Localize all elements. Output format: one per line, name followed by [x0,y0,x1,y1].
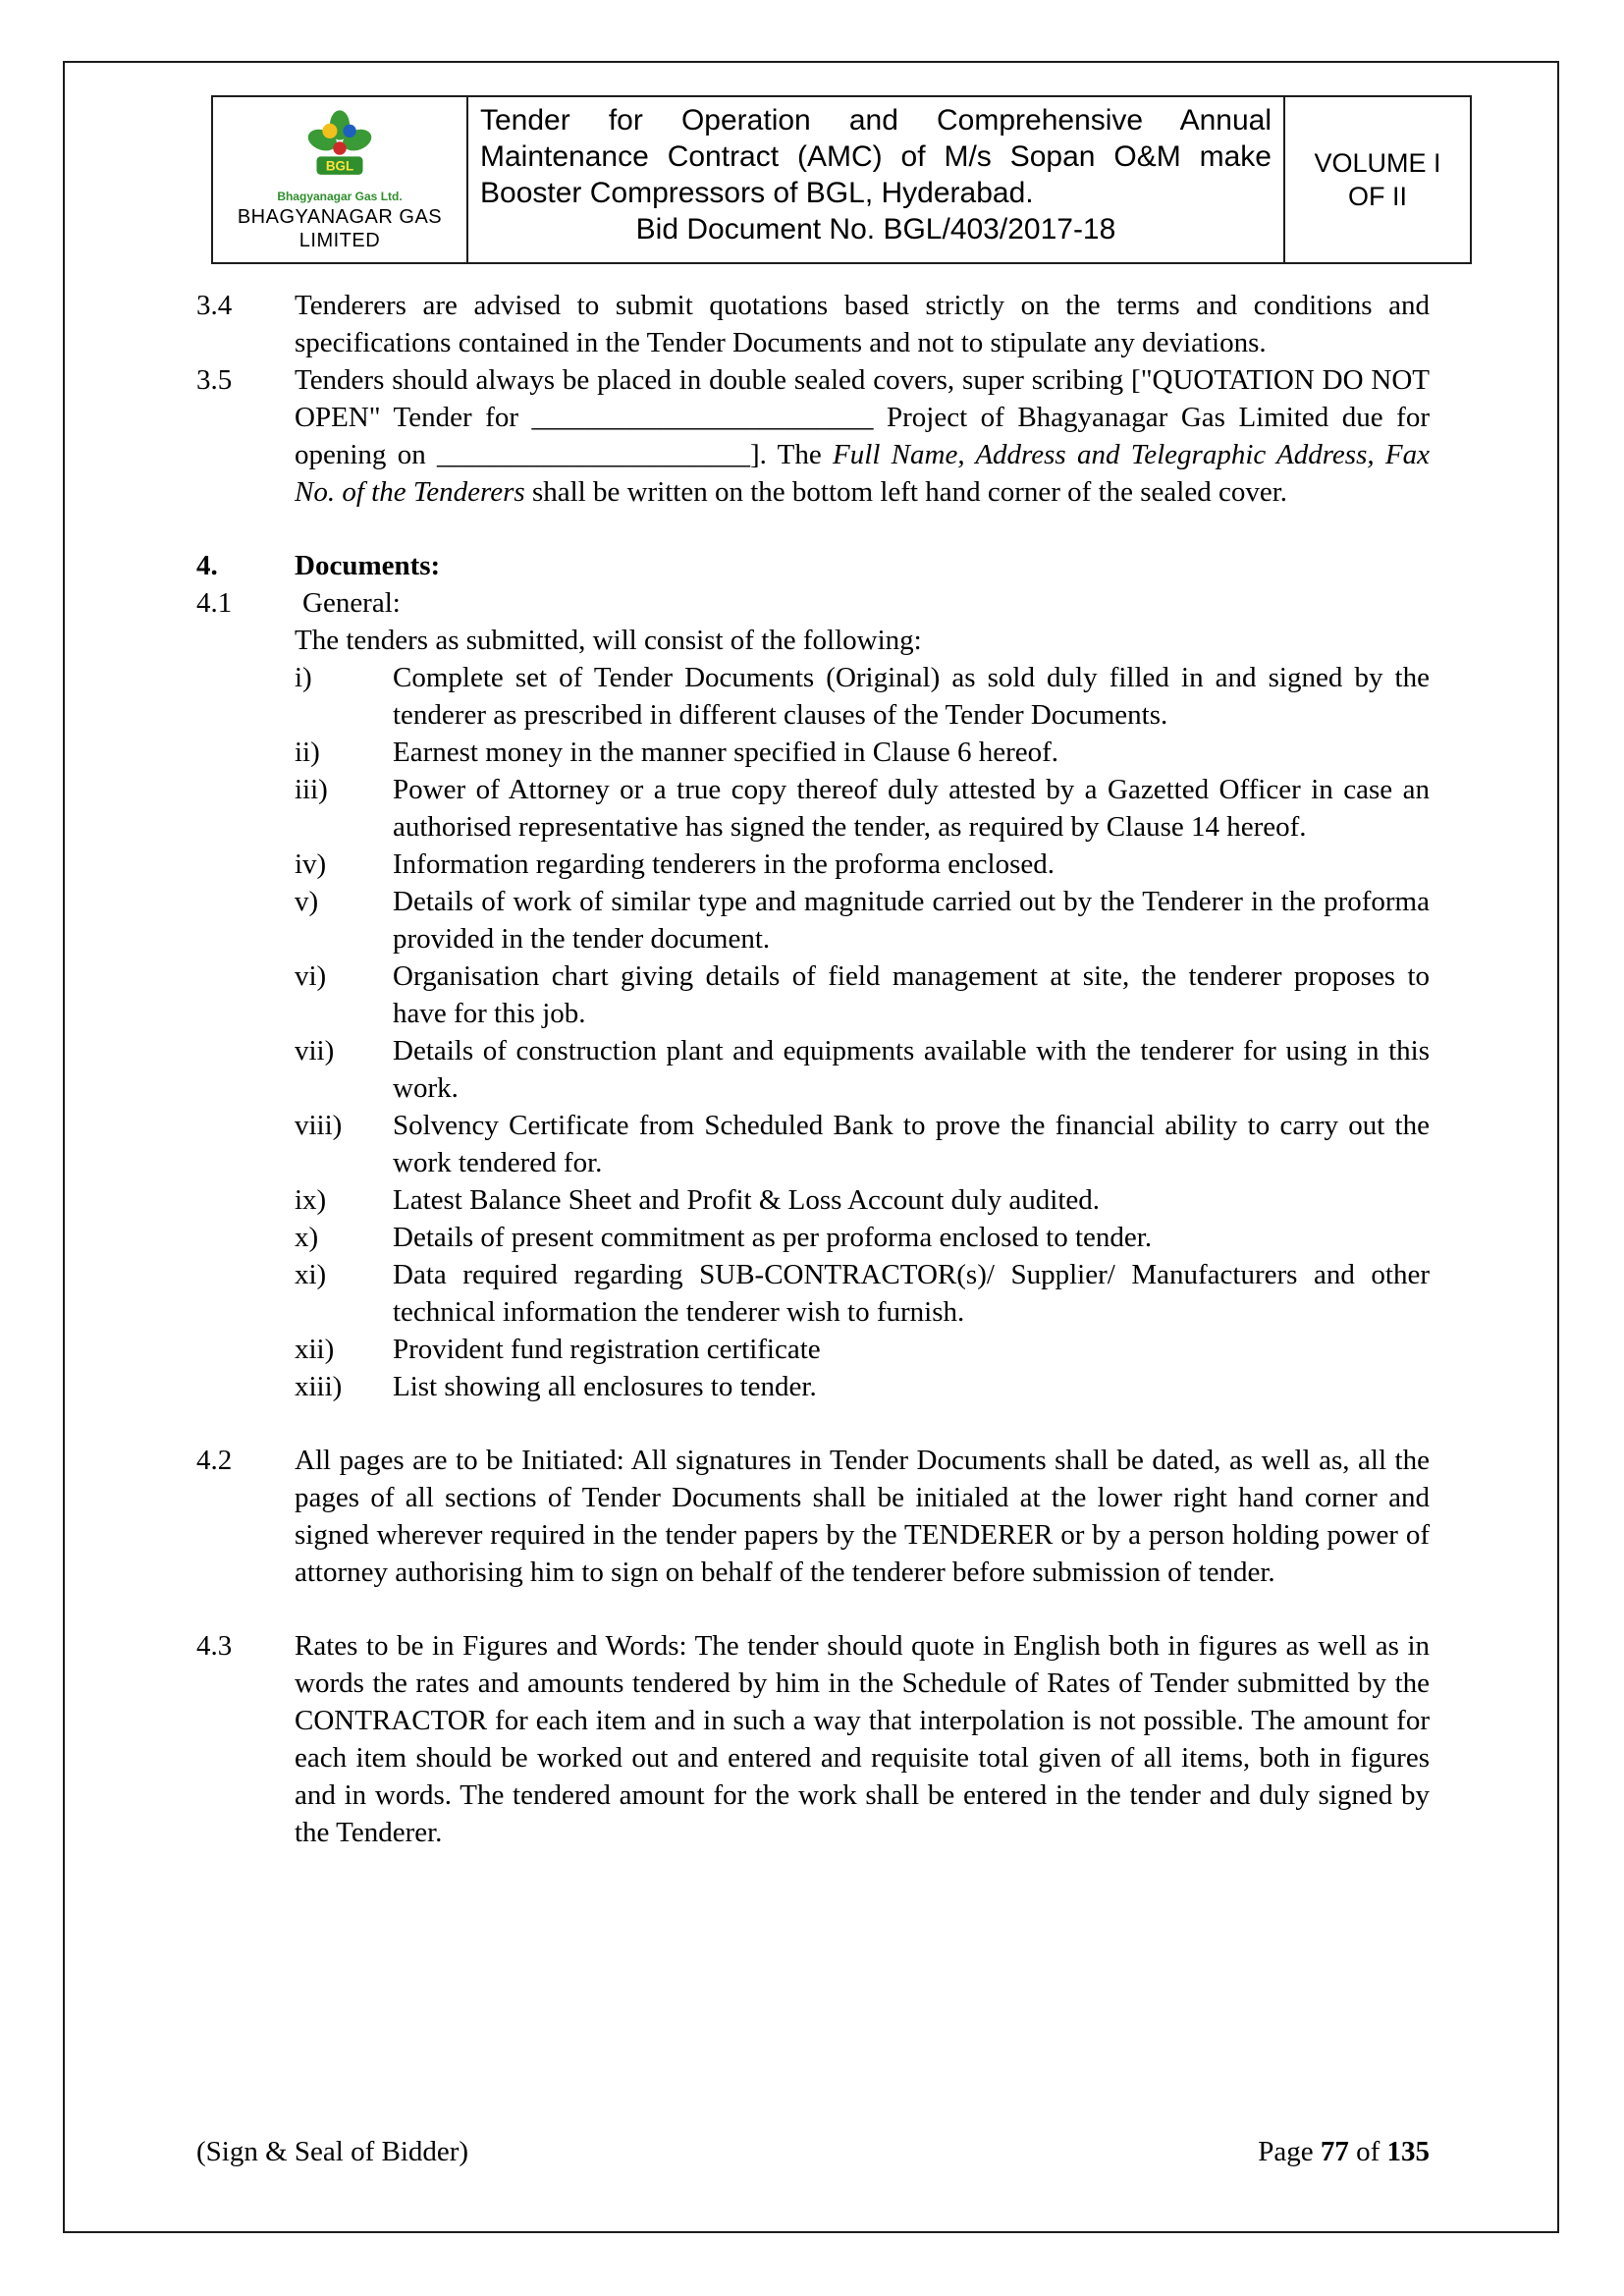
list-item [295,734,1430,771]
org-name [238,205,442,252]
page-of: of [1348,2136,1387,2167]
list-text: Provident fund registration certificate [393,1334,821,1365]
list-item [295,957,1430,1032]
list-marker: ii) [295,737,320,768]
org-name-line1: BHAGYANAGAR GAS [237,206,443,228]
list-item [295,1181,1430,1219]
list-marker: iv) [295,848,327,880]
list-text: Solvency Certificate from Scheduled Bank to prove the financial ability to carry out the work tendered for. [393,1110,1430,1178]
page-prefix: Page [1258,2136,1321,2167]
list-text: Information regarding tenderers in the proforma enclosed. [393,848,1055,880]
page-total: 135 [1386,2136,1430,2167]
list-item [295,771,1430,846]
clause-number: 4.2 [196,1445,233,1476]
list-item [295,1219,1430,1256]
bid-document-number: Bid Document No. BGL/403/2017-18 [635,213,1116,246]
clause-number: 3.4 [196,290,233,321]
documents-list [295,659,1430,1405]
clause-text: All pages are to be Initiated: All signatures in Tender Documents shall be dated, as well as, all the pages of all sections of Tender Documents shall be initialed at the lower right hand corner and signed wherever required in the tender papers by the TENDERER or by a person holding power of attorney authorising him to sign on behalf of the tenderer before submission of tender. [295,1445,1430,1588]
list-item [295,1331,1430,1368]
volume-line2: OF II [1348,182,1407,211]
document-body [196,287,1430,1851]
list-text: Latest Balance Sheet and Profit & Loss Account duly audited. [393,1184,1101,1216]
clause-content [295,584,1430,1405]
clause-4-heading [196,547,1430,584]
page-indicator [1258,2133,1430,2170]
clause-number: 3.5 [196,364,233,396]
list-item [295,1032,1430,1107]
list-text: Details of present commitment as per proforma enclosed to tender. [393,1222,1153,1253]
clause-text-part2: shall be written on the bottom left hand corner of the sealed cover. [524,476,1288,508]
list-text: Power of Attorney or a true copy thereof duly attested by a Gazetted Officer in case an authorised representative has signed the tender, as required by Clause 14 hereof. [393,774,1430,843]
list-item [295,1368,1430,1405]
list-text: List showing all enclosures to tender. [393,1371,817,1402]
clause-4-1 [196,584,1430,1405]
list-text: Earnest money in the manner specified in Clause 6 hereof. [393,737,1059,768]
list-marker: v) [295,886,319,917]
list-item [295,659,1430,734]
list-item [295,883,1430,957]
list-marker: xii) [295,1334,335,1365]
clause-number: 4.3 [196,1630,233,1662]
list-text: Details of work of similar type and magnitude carried out by the Tenderer in the proforma provided in the tender document. [393,886,1430,955]
clause-number: 4.1 [196,587,233,619]
document-title: Tender for Operation and Comprehensive Annual Maintenance Contract (AMC) of M/s Sopan O&M make Booster Compressors of BGL, Hyderabad. [480,104,1272,209]
list-marker: vi) [295,960,327,992]
list-marker: vii) [295,1035,335,1066]
clause-4-2 [196,1442,1430,1591]
clause-text: Tenderers are advised to submit quotations based strictly on the terms and conditions and specifications contained in the Tender Documents and not to stipulate any deviations. [295,290,1430,358]
list-text: Details of construction plant and equipments available with the tenderer for using in this work. [393,1035,1430,1104]
sign-seal-note: (Sign & Seal of Bidder) [196,2136,469,2167]
list-text: Organisation chart giving details of field management at site, the tenderer proposes to have for this job. [393,960,1430,1029]
clause-number: 4. [196,550,218,581]
title-cell [468,97,1285,262]
clause-intro: The tenders as submitted, will consist of the following: [295,625,922,656]
list-text: Data required regarding SUB-CONTRACTOR(s)/ Supplier/ Manufacturers and other technical information the tenderer wish to furnish. [393,1259,1430,1328]
list-text: Complete set of Tender Documents (Original) as sold duly filled in and signed by the tenderer as prescribed in different clauses of the Tender Documents. [393,662,1430,731]
clause-title: Documents: [295,550,441,581]
clause-text-italic: Full Name, Address and Telegraphic Address, Fax No. of the Tenderers [295,439,1430,508]
page-number: 77 [1320,2136,1349,2167]
logo-cell [213,97,468,262]
clause-4-3 [196,1627,1430,1851]
volume-cell [1285,97,1470,262]
list-item [295,1256,1430,1331]
bgl-logo-icon [298,107,381,190]
document-footer [196,2133,1430,2170]
logo-abbr-text: BGL [325,158,354,174]
list-marker: xi) [295,1259,327,1290]
logo-subtitle: Bhagyanagar Gas Ltd. [277,190,403,203]
list-marker: xiii) [295,1371,343,1402]
list-marker: x) [295,1222,319,1253]
clause-text [295,361,1430,511]
list-item [295,1107,1430,1181]
list-marker: ix) [295,1184,327,1216]
list-marker: i) [295,662,312,693]
list-marker: viii) [295,1110,343,1141]
clause-3-4 [196,287,1430,361]
list-marker: iii) [295,774,328,805]
clause-subtitle: General: [302,587,401,619]
clause-text-part1: Tenders should always be placed in double sealed covers, super scribing ["QUOTATION DO NOT OPEN" Tender for ________________________ Project of Bhagyanagar Gas Limited due for opening on ______________________]. The [295,364,1430,470]
volume-line1: VOLUME I [1314,148,1441,178]
clause-3-5 [196,361,1430,511]
clause-text: Rates to be in Figures and Words: The tender should quote in English both in figures as well as in words the rates and amounts tendered by him in the Schedule of Rates of Tender submitted by the CONTRACTOR for each item and in such a way that interpolation is not possible. The amount for each item should be worked out and entered and requisite total given of all items, both in figures and in words. The tendered amount for the work shall be entered in the tender and duly signed by the Tenderer. [295,1630,1430,1848]
list-item [295,846,1430,883]
document-header [211,95,1472,264]
org-name-line2: LIMITED [298,230,381,251]
